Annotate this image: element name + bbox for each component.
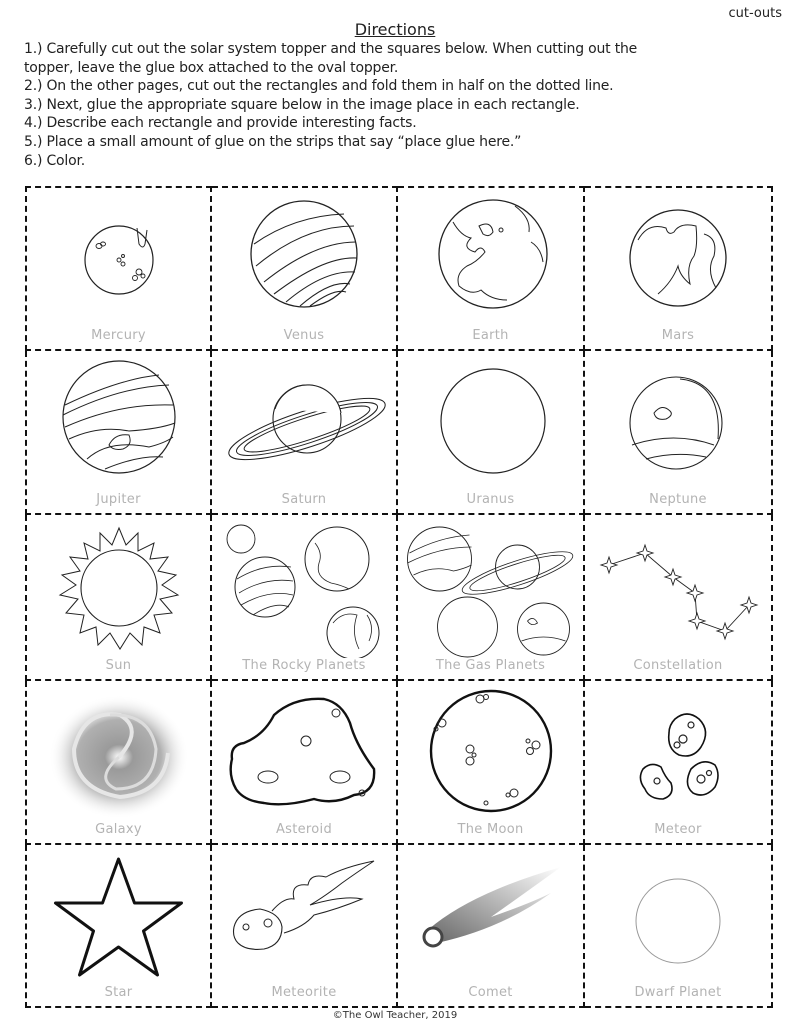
asteroid-icon: [224, 689, 384, 814]
card-label: Uranus: [466, 492, 515, 507]
card-label: Earth: [472, 328, 509, 343]
card-star: [25, 845, 212, 1008]
card-earth: [398, 186, 585, 351]
meteorite-icon: [224, 853, 384, 973]
star-icon: [51, 853, 186, 978]
neptune-planet-icon: [618, 359, 738, 479]
card-label: Neptune: [649, 492, 707, 507]
sun-icon: [54, 523, 184, 653]
mars-planet-icon: [618, 196, 738, 316]
card-label: The Moon: [457, 822, 524, 837]
card-label: Galaxy: [95, 822, 142, 837]
card-gas-planets: [398, 515, 585, 681]
card-label: Meteor: [654, 822, 702, 837]
meteor-icon: [613, 689, 743, 819]
constellation-icon: [593, 523, 763, 643]
card-neptune: [585, 351, 773, 515]
direction-line: 2.) On the other pages, cut out the rectangles and fold them in half on the dotted line.: [24, 78, 614, 95]
moon-icon: [426, 689, 556, 819]
card-constellation: [585, 515, 773, 681]
card-label: Mars: [661, 328, 695, 343]
comet-icon: [411, 853, 571, 973]
card-uranus: [398, 351, 585, 515]
card-meteor: [585, 681, 773, 845]
card-label: Star: [104, 985, 133, 1000]
direction-line: topper, leave the glue box attached to the oval topper.: [24, 59, 399, 76]
card-label: The Rocky Planets: [242, 658, 366, 673]
gas-planets-icon: [403, 523, 578, 658]
card-label: Comet: [468, 985, 513, 1000]
direction-line: 3.) Next, glue the appropriate square below in the image place in each rectangle.: [24, 96, 580, 113]
dwarf-planet-icon: [618, 853, 738, 973]
card-comet: [398, 845, 585, 1008]
card-label: Asteroid: [275, 822, 333, 837]
card-saturn: [212, 351, 398, 515]
card-label: Jupiter: [96, 492, 141, 507]
card-mercury: [25, 186, 212, 351]
card-mars: [585, 186, 773, 351]
page-title: Directions: [354, 20, 436, 39]
earth-planet-icon: [431, 196, 551, 316]
direction-line: 5.) Place a small amount of glue on the strips that say “place glue here.”: [24, 133, 522, 150]
venus-planet-icon: [244, 196, 364, 316]
card-venus: [212, 186, 398, 351]
mercury-planet-icon: [59, 196, 179, 316]
galaxy-icon: [44, 689, 194, 819]
cutout-grid: [25, 186, 773, 1008]
saturn-planet-icon: [219, 359, 389, 479]
direction-line: 4.) Describe each rectangle and provide interesting facts.: [24, 115, 417, 132]
card-rocky-planets: [212, 515, 398, 681]
card-label: Meteorite: [271, 985, 337, 1000]
card-sun: [25, 515, 212, 681]
jupiter-planet-icon: [59, 359, 179, 479]
card-label: Saturn: [281, 492, 327, 507]
card-dwarf-planet: [585, 845, 773, 1008]
card-label: The Gas Planets: [435, 658, 546, 673]
card-label: Sun: [105, 658, 132, 673]
corner-tag: cut-outs: [728, 6, 782, 21]
direction-line: 6.) Color.: [24, 152, 85, 169]
direction-line: 1.) Carefully cut out the solar system topper and the squares below. When cutting out the: [24, 41, 638, 57]
uranus-planet-icon: [431, 359, 551, 479]
card-label: Dwarf Planet: [634, 985, 722, 1000]
card-meteorite: [212, 845, 398, 1008]
copyright-footer: ©The Owl Teacher, 2019: [332, 1010, 458, 1021]
card-label: Constellation: [633, 658, 723, 673]
card-label: Mercury: [91, 328, 146, 343]
directions-list: [24, 40, 764, 170]
rocky-planets-icon: [219, 523, 389, 658]
card-label: Venus: [283, 328, 325, 343]
card-asteroid: [212, 681, 398, 845]
card-galaxy: [25, 681, 212, 845]
card-jupiter: [25, 351, 212, 515]
card-moon: [398, 681, 585, 845]
